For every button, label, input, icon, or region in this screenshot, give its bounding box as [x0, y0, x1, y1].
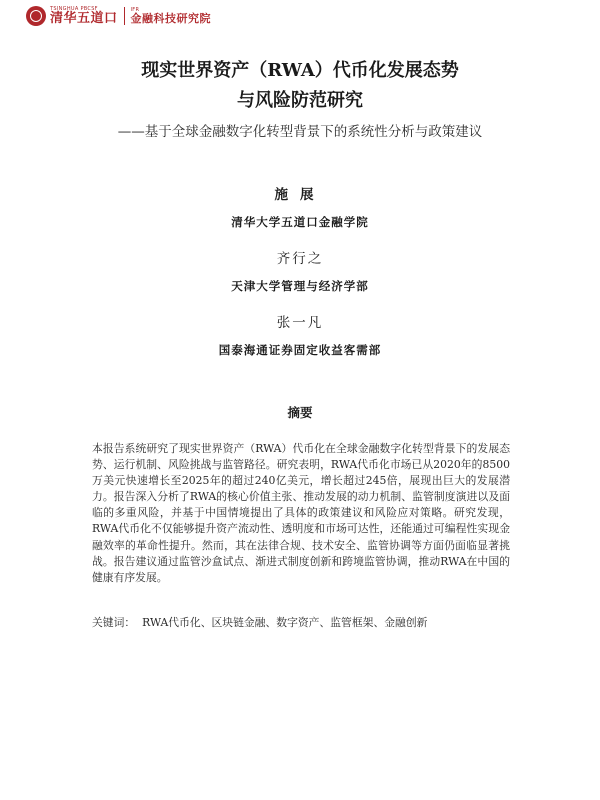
- logo-divider: [124, 7, 125, 25]
- abstract-body: 本报告系统研究了现实世界资产（RWA）代币化在全球金融数字化转型背景下的发展态势、运行机制、风险挑战与监管路径。研究表明，RWA代币化市场已从2020年的8500万美元快速增长至2025年的超过240亿美元，增长超过245倍，展现出巨大的发展潜力。报告深入分析了RWA的核心价值主张、推动发展的动力机制、监管制度演进以及面临的多重风险，并基于中国情境提出了具体的政策建议和风险应对策略。研究发现，RWA代币化不仅能够提升资产流动性、透明度和市场可达性，还能通过可编程性实现金融效率的革命性提升。然而，其在法律合规、技术安全、监管协调等方面仍面临显著挑战。报告建议通过监管沙盒试点、渐进式制度创新和跨境监管协调，推动RWA在中国的健康有序发展。: [92, 442, 510, 584]
- keywords-line: [92, 615, 512, 630]
- author-name: 张一凡: [276, 315, 324, 331]
- logo-left: [50, 7, 118, 25]
- author-affiliation: 清华大学五道口金融学院: [231, 215, 369, 229]
- header-logo: [26, 5, 211, 27]
- paper-subtitle: ——基于全球金融数字化转型背景下的系统性分析与政策建议: [117, 124, 483, 140]
- logo-left-cn: 清华五道口: [50, 11, 118, 26]
- abstract-heading: 摘要: [287, 405, 313, 420]
- logo-right: [131, 8, 212, 24]
- paper-title-line2: 与风险防范研究: [237, 90, 363, 111]
- author-name: 施展: [274, 187, 326, 203]
- author-name: 齐行之: [276, 251, 324, 267]
- logo-right-cn: 金融科技研究院: [130, 12, 212, 25]
- logo-left-en: TSINGHUA PBCSF: [50, 6, 98, 12]
- author-affiliation: 天津大学管理与经济学部: [231, 279, 369, 293]
- keywords-list: RWA代币化、区块链金融、数字资产、监管框架、金融创新: [142, 616, 428, 629]
- author-affiliation: 国泰海通证券固定收益客需部: [218, 343, 382, 357]
- keywords-label: 关键词：: [92, 616, 136, 629]
- paper-title-line1: 现实世界资产（RWA）代币化发展态势: [141, 60, 459, 81]
- logo-right-en: IFR: [130, 7, 140, 13]
- tsinghua-seal-icon: [26, 6, 46, 26]
